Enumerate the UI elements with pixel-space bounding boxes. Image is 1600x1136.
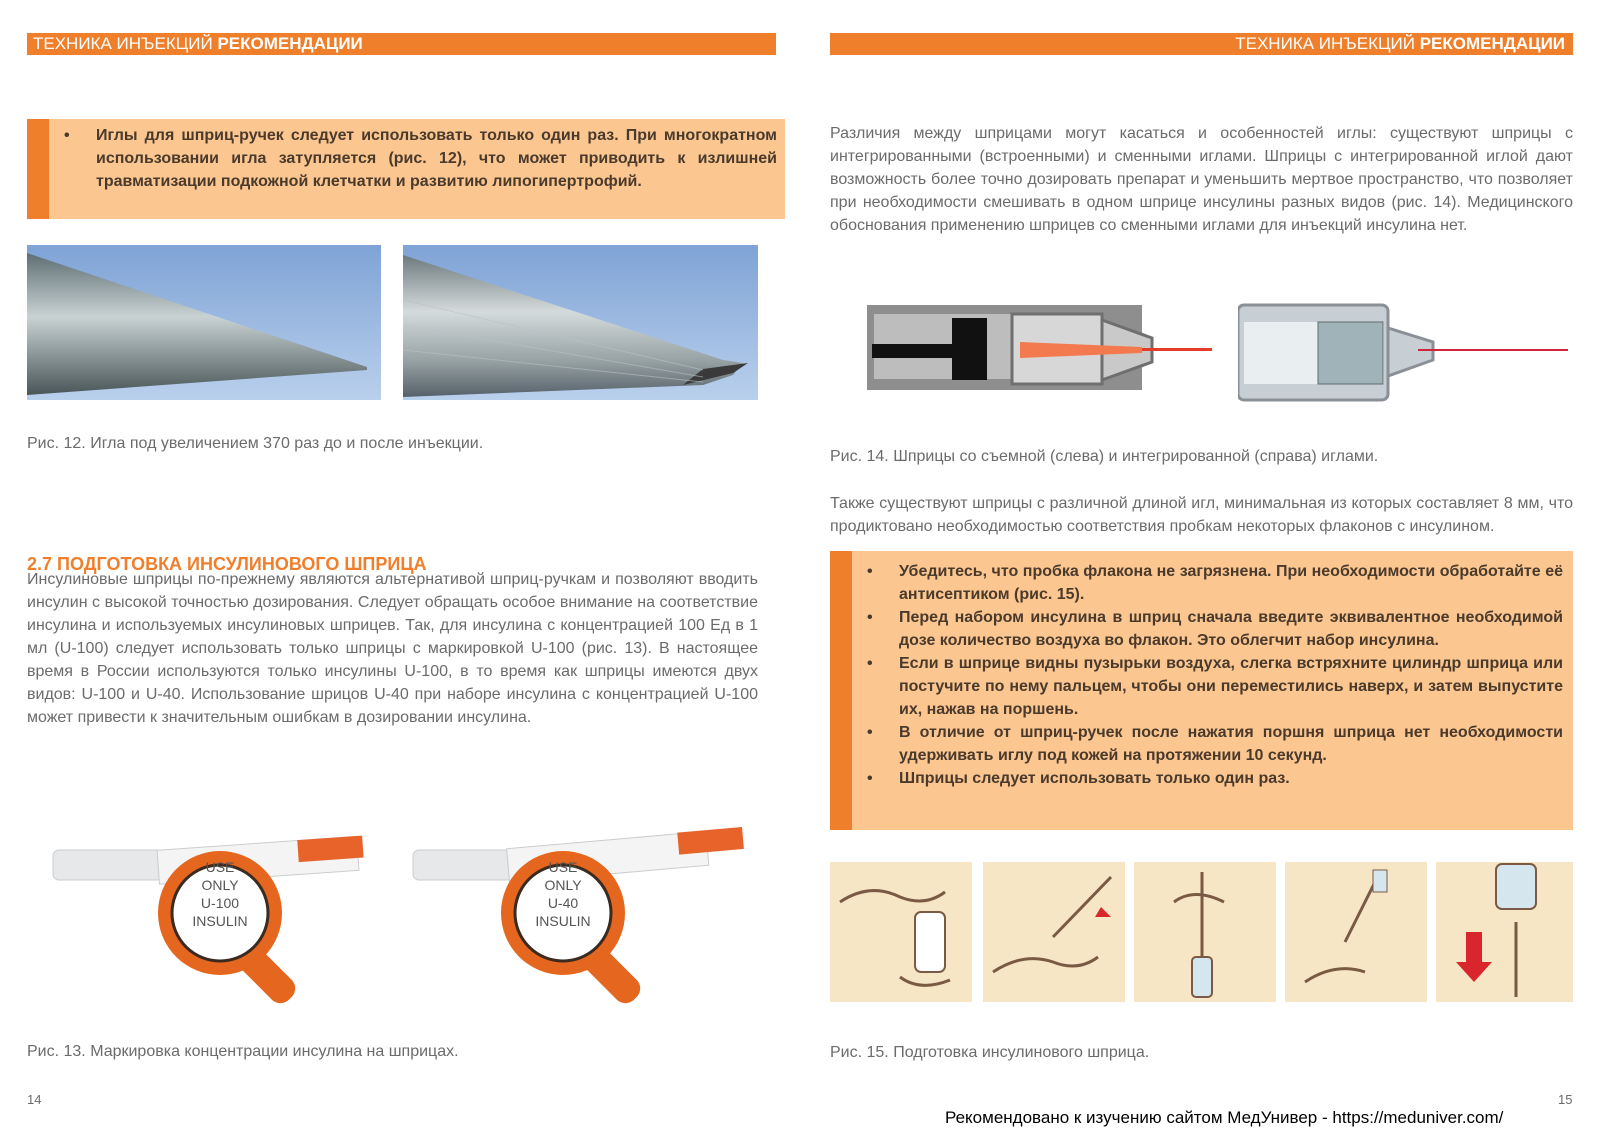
footer-recommendation: Рекомендовано к изучению сайтом МедУнивер - https://meduniver.com/ — [945, 1108, 1504, 1127]
magnifier-text: U-100 — [200, 895, 240, 911]
step2-inject-air-image — [983, 862, 1125, 1002]
magnifier-text: USE — [205, 859, 235, 875]
syringe-markings-image — [48, 820, 748, 1015]
magnifier-text: INSULIN — [535, 913, 591, 929]
callout-item-text: Если в шприце видны пузырьки воздуха, слегка встряхните цилиндр шприца или постучите по нему пальцем, чтобы они переместились наверх, и затем выпустите их, нажав на поршень. — [899, 655, 1563, 718]
callout-item — [64, 124, 777, 193]
magnifier-text: U-40 — [547, 895, 579, 911]
intro-text: Различия между шприцами могут касаться и особенностей иглы: существуют шприцы с интегрированными (встроенными) и сменными иглами. Шприцы с интегрированной иглой дают возможность более точно дозировать препарат и уменьшить мертвое пространство, что позволяет при необходимости смешивать в одном шприце инсулины разных видов (рис. 14). Медицинского обоснования применению шприцев со сменными иглами для инъекций инсулина нет. — [830, 125, 1573, 234]
callout-accent — [27, 119, 49, 219]
magnifier-label-u100 — [172, 858, 268, 930]
magnifier-text: USE — [548, 859, 578, 875]
magnifier-text: ONLY — [201, 877, 239, 893]
needle-length-text: Также существуют шприцы с различной длиной игл, минимальная из которых составляет 8 мм, что продиктовано необходимостью соответствия пробкам некоторых флаконов с инсулином. — [830, 495, 1573, 535]
header-bold: РЕКОМЕНДАЦИИ — [217, 34, 363, 53]
magnifier-label-u40 — [515, 858, 611, 930]
header-bar-right — [830, 33, 1573, 55]
step3-draw-insulin-image — [1134, 862, 1276, 1002]
bullet: • — [867, 609, 873, 626]
page-number-left: 14 — [27, 1092, 42, 1107]
callout-item-text: В отличие от шприц-ручек после нажатия поршня шприца нет необходимости удерживать иглу под кожей на протяжении 10 секунд. — [899, 724, 1563, 764]
callout-item — [867, 652, 1563, 721]
callout-item — [867, 767, 1563, 790]
header-prefix: ТЕХНИКА ИНЪЕКЦИЙ — [33, 34, 218, 53]
step4-remove-bubbles-image — [1285, 862, 1427, 1002]
needle-before-image — [27, 245, 381, 400]
header-prefix: ТЕХНИКА ИНЪЕКЦИЙ — [1235, 34, 1420, 53]
callout-needle-reuse — [27, 119, 785, 219]
step5-vial-syringe-image — [1436, 862, 1573, 1002]
magnifier-text: INSULIN — [192, 913, 248, 929]
callout-item-text: Убедитесь, что пробка флакона не загрязнена. При необходимости обработайте её антисептиком (рис. 15). — [899, 563, 1563, 603]
callout-item — [867, 560, 1563, 606]
callout-item-text: Шприцы следует использовать только один раз. — [899, 770, 1290, 787]
magnifier-text: ONLY — [544, 877, 582, 893]
bullet: • — [867, 563, 873, 580]
bullet: • — [867, 655, 873, 672]
fig12-caption: Рис. 12. Игла под увеличением 370 раз до и после инъекции. — [27, 435, 484, 452]
page-number-right: 15 — [1558, 1092, 1573, 1107]
callout-item-text: Перед набором инсулина в шприц сначала введите эквивалентное необходимой дозе количество воздуха во флакон. Это облегчит набор инсулина. — [899, 609, 1563, 649]
integrated-needle-syringe-image — [1238, 290, 1573, 415]
step1-clean-stopper-image — [830, 862, 972, 1002]
bullet: • — [867, 770, 873, 787]
header-bar-left — [27, 33, 776, 55]
section-title: 2.7 ПОДГОТОВКА ИНСУЛИНОВОГО ШПРИЦА — [27, 554, 427, 574]
bullet: • — [867, 724, 873, 741]
needle-after-image — [403, 245, 758, 400]
section-body-text: Инсулиновые шприцы по-прежнему являются альтернативой шприц-ручкам и позволяют вводить инсулин с высокой точностью дозирования. Следует обращать особое внимание на соответствие инсулина и используемых инсулиновых шприцев. Так, для инсулина с концентрацией 100 Ед в 1 мл (U-100) следует использовать только шприцы с маркировкой U-100 (рис. 13). В настоящее время в России используются только инсулины U-100, в то время как шприцы имеются двух видов: U-100 и U-40. Использование шрицов U-40 при наборе инсулина с концентрацией U-100 может привести к значительным ошибкам в дозировании инсулина. — [27, 571, 758, 726]
detachable-needle-syringe-image — [862, 300, 1219, 415]
callout-accent — [830, 551, 852, 830]
fig15-caption: Рис. 15. Подготовка инсулинового шприца. — [830, 1044, 1150, 1061]
callout-item-text: Иглы для шприц-ручек следует использовать только один раз. При многократном использовании игла затупляется (рис. 12), что может приводить к излишней травматизации подкожной клетчатки и развитию липогипертрофий. — [96, 127, 777, 190]
fig14-caption: Рис. 14. Шприцы со съемной (слева) и интегрированной (справа) иглами. — [830, 448, 1379, 465]
header-bold: РЕКОМЕНДАЦИИ — [1419, 34, 1565, 53]
bullet: • — [64, 127, 70, 144]
fig13-caption: Рис. 13. Маркировка концентрации инсулина на шприцах. — [27, 1043, 459, 1060]
callout-syringe-steps — [830, 551, 1573, 830]
callout-item — [867, 721, 1563, 767]
callout-item — [867, 606, 1563, 652]
